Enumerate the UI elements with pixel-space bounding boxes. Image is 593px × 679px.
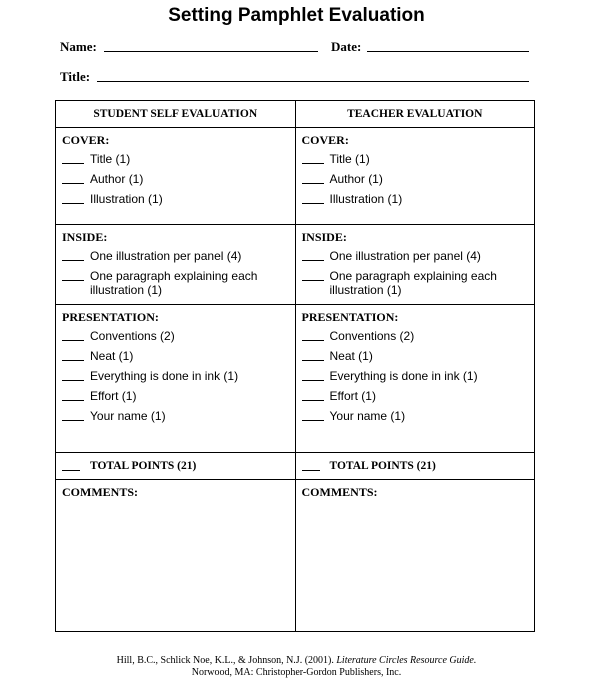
score-blank[interactable] — [302, 152, 324, 164]
evaluation-table — [55, 100, 535, 632]
list-item: Illustration (1) — [62, 192, 289, 206]
score-blank[interactable] — [62, 269, 84, 281]
score-blank[interactable] — [62, 369, 84, 381]
citation-footer — [0, 655, 593, 679]
citation-authors: Hill, B.C., Schlick Noe, K.L., & Johnson, N.J. (2001). — [116, 655, 337, 666]
list-item: Author (1) — [62, 172, 289, 186]
score-blank[interactable] — [62, 349, 84, 361]
score-blank[interactable] — [302, 349, 324, 361]
list-item: Your name (1) — [302, 409, 529, 423]
total-points-label: TOTAL POINTS (21) — [90, 460, 197, 472]
section-title-inside: INSIDE: — [301, 230, 347, 244]
list-item: Conventions (2) — [62, 329, 289, 343]
list-item: Title (1) — [302, 152, 529, 166]
list-item: Neat (1) — [62, 349, 289, 363]
score-blank[interactable] — [302, 172, 324, 184]
total-points-label: TOTAL POINTS (21) — [329, 460, 436, 472]
name-field-line[interactable] — [104, 51, 318, 52]
student-presentation-section — [56, 305, 296, 453]
list-item: Your name (1) — [62, 409, 289, 423]
name-label: Name: — [60, 39, 97, 54]
teacher-comments-box[interactable] — [295, 480, 535, 632]
section-title-inside: INSIDE: — [62, 230, 108, 244]
section-title-cover: COVER: — [301, 133, 349, 147]
score-blank[interactable] — [302, 329, 324, 341]
comments-label: COMMENTS: — [301, 485, 378, 499]
teacher-presentation-section — [295, 305, 535, 453]
score-blank[interactable] — [302, 269, 324, 281]
list-item: One paragraph explaining each illustration (1) — [302, 269, 529, 297]
citation-publisher: Norwood, MA: Christopher-Gordon Publishers, Inc. — [191, 667, 402, 678]
list-item: Title (1) — [62, 152, 289, 166]
student-column-header: STUDENT SELF EVALUATION — [56, 101, 296, 128]
section-title-presentation: PRESENTATION: — [62, 310, 159, 324]
citation-book-title: Literature Circles Resource Guide. — [336, 655, 477, 666]
teacher-total-row — [295, 453, 535, 480]
page-title: Setting Pamphlet Evaluation — [168, 5, 425, 26]
date-field-line[interactable] — [367, 51, 529, 52]
total-blank[interactable] — [62, 461, 80, 471]
section-title-presentation: PRESENTATION: — [301, 310, 399, 324]
list-item: Author (1) — [302, 172, 529, 186]
student-inside-section — [56, 225, 296, 305]
teacher-column-header: TEACHER EVALUATION — [295, 101, 535, 128]
score-blank[interactable] — [302, 369, 324, 381]
score-blank[interactable] — [302, 409, 324, 421]
score-blank[interactable] — [62, 192, 84, 204]
title-label: Title: — [60, 69, 91, 84]
score-blank[interactable] — [302, 249, 324, 261]
teacher-inside-section — [295, 225, 535, 305]
list-item: Effort (1) — [62, 389, 289, 403]
list-item: One paragraph explaining each illustration (1) — [62, 269, 289, 297]
score-blank[interactable] — [302, 192, 324, 204]
student-cover-section — [56, 128, 296, 225]
score-blank[interactable] — [62, 172, 84, 184]
student-comments-box[interactable] — [56, 480, 296, 632]
score-blank[interactable] — [62, 389, 84, 401]
list-item: Effort (1) — [302, 389, 529, 403]
list-item: One illustration per panel (4) — [62, 249, 289, 263]
date-label: Date: — [331, 39, 362, 54]
list-item: Neat (1) — [302, 349, 529, 363]
list-item: Conventions (2) — [302, 329, 529, 343]
score-blank[interactable] — [62, 409, 84, 421]
list-item: Everything is done in ink (1) — [302, 369, 529, 383]
title-field-line[interactable] — [97, 81, 529, 82]
list-item: Illustration (1) — [302, 192, 529, 206]
list-item: One illustration per panel (4) — [302, 249, 529, 263]
total-blank[interactable] — [302, 461, 320, 471]
list-item: Everything is done in ink (1) — [62, 369, 289, 383]
score-blank[interactable] — [62, 329, 84, 341]
score-blank[interactable] — [62, 152, 84, 164]
score-blank[interactable] — [62, 249, 84, 261]
score-blank[interactable] — [302, 389, 324, 401]
comments-label: COMMENTS: — [62, 485, 138, 499]
section-title-cover: COVER: — [62, 133, 110, 147]
teacher-cover-section — [295, 128, 535, 225]
student-total-row — [56, 453, 296, 480]
